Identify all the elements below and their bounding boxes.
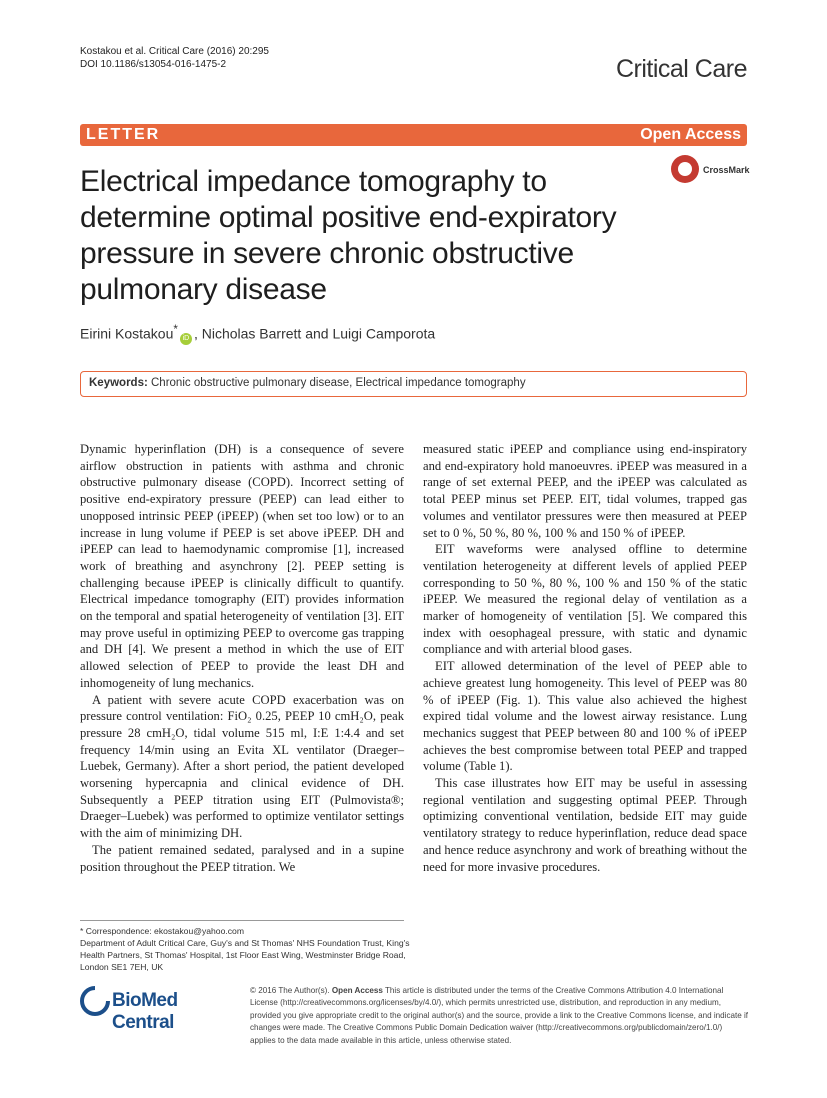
paragraph: measured static iPEEP and compliance using end-inspiratory and end-expiratory hold manoeuvres. iPEEP was measured in a range of set external PEEP, and the iPEEP was calculated as total PEEP minus set PEEP. EIT, tidal volumes, trapped gas volumes and ventilator pressures were then measured at PEEP set to 0 %, 50 %, 80 %, 100 % and 150 % of iPEEP. [423, 442, 747, 540]
crossmark-label: CrossMark [703, 165, 750, 175]
footnote [80, 925, 410, 973]
keywords-text: Chronic obstructive pulmonary disease, Electrical impedance tomography [151, 377, 526, 389]
orcid-icon[interactable]: iD [180, 333, 192, 345]
author-names: , Nicholas Barrett and Luigi Camporota [193, 325, 436, 342]
paragraph: Dynamic hyperinflation (DH) is a consequence of severe airflow obstruction in patients with asthma and chronic obstructive pulmonary disease (COPD). Incorrect setting of positive end-expiratory pressure (PEEP) can lead either to unopposed intrinsic PEEP (iPEEP) (when set too low) or to an increase in lung volume if PEEP is set above iPEEP. DH and iPEEP can lead to haemodynamic compromise [1], increased work of breathing and asynchrony [2]. PEEP setting is challenging because iPEEP is clinically difficult to quantify. Electrical impedance tomography (EIT) provides information on the temporal and spatial heterogeneity of ventilation [3]. EIT may prove useful in optimizing PEEP to overcome gas trapping and DH [4]. We present a method in which the use of EIT allowed selection of PEEP to provide the least DH and inhomogeneity of lung mechanics. [80, 442, 404, 690]
paragraph: A patient with severe acute COPD exacerbation was on pressure control ventilation: FiO₂ 0.25, PEEP 10 cmH₂O, peak pressure 28 cmH₂O, tidal volume 515 ml, I:E 1:4.4 and set frequency 14/min using an Evita XL ventilator (Draeger–Luebek, Germany). After a short period, the patient developed worsening hypercapnia and clinical evidence of DH. Subsequently a PEEP titration using EIT (Pulmovista®; Draeger–Luebek) was performed to optimize ventilator settings with the aim of minimizing DH. [80, 692, 404, 841]
keywords-label: Keywords: [89, 377, 148, 389]
article-type-label: LETTER [86, 126, 161, 143]
citation-line: Kostakou et al. Critical Care (2016) 20:295 [80, 46, 269, 57]
biomed-central-logo[interactable] [80, 986, 240, 1033]
license-text: This article is distributed under the terms of the Creative Commons Attribution 4.0 International License (http://creativecommons.org/licenses/by/4.0/), which permits unrestricted use, distribution, and reproduction in any medium, provided you give appropriate credit to the original author(s) and the source, provide a link to the Creative Commons license, and indicate if changes were made. The Creative Commons Public Domain Dedication waiver (http://creativecommons.org/publicdomain/zero/1.0/) applies to the data made available in this article, unless otherwise stated. [250, 986, 749, 1045]
author-list [80, 323, 435, 345]
open-access-label: Open Access [640, 126, 741, 143]
crossmark-badge[interactable] [671, 155, 749, 187]
paragraph: The patient remained sedated, paralysed and in a supine position throughout the PEEP titration. We [80, 842, 404, 874]
body-left-column [80, 441, 404, 875]
body-right-column [423, 441, 747, 875]
article-title: Electrical impedance tomography to determine optimal positive end-expiratory pressure in severe chronic obstructive pulmonary disease [80, 165, 617, 306]
biomed-central-icon [80, 986, 110, 1016]
paragraph: This case illustrates how EIT may be useful in assessing regional ventilation and suggesting optimal PEEP. Through optimizing conventional ventilation, bedside EIT may guide ventilatory strategy to reduce hyperinflation, reduce dead space and hence reduce asynchrony and work of breathing without the need for more invasive procedures. [423, 776, 747, 874]
paragraph: EIT waveforms were analysed offline to determine ventilation heterogeneity at different levels of applied PEEP corresponding to 50 %, 80 %, 100 % and 150 % of the static iPEEP. We measured the regional delay of ventilation as a marker of homogeneity of ventilation [5]. We compared this index with oesophageal pressure, with static and dynamic compliance and with arterial blood gases. [423, 542, 747, 657]
corresponding-mark: * [173, 323, 178, 336]
citation [80, 45, 269, 71]
paragraph: EIT allowed determination of the level of PEEP able to achieve greatest lung homogeneity. This level of PEEP was 80 % of iPEEP (Fig. 1). This value also achieved the highest expired tidal volume and the lowest airway resistance. Lung mechanics suggest that PEEP between 80 and 100 % of iPEEP achieves the best compromise between total PEEP and trapped volume (Table 1). [423, 659, 747, 774]
footnote-divider [80, 920, 404, 921]
logo-text: BioMed Central [112, 990, 178, 1033]
author-name: Eirini Kostakou [80, 325, 174, 342]
correspondence: * Correspondence: ekostakou@yahoo.com [80, 926, 244, 936]
affiliation: Department of Adult Critical Care, Guy's and St Thomas' NHS Foundation Trust, King's Health Partners, St Thomas' Hospital, 1st Floor East Wing, Westminster Bridge Road, London SE1 7EH, UK [80, 938, 410, 972]
doi-line[interactable]: DOI 10.1186/s13054-016-1475-2 [80, 59, 227, 70]
journal-name: Critical Care [615, 55, 747, 83]
license-statement [250, 985, 750, 1047]
open-access-tag: Open Access [331, 986, 383, 995]
copyright: © 2016 The Author(s). [250, 986, 330, 995]
article-banner [80, 124, 747, 146]
crossmark-icon [671, 155, 699, 183]
keywords-box [80, 371, 747, 397]
